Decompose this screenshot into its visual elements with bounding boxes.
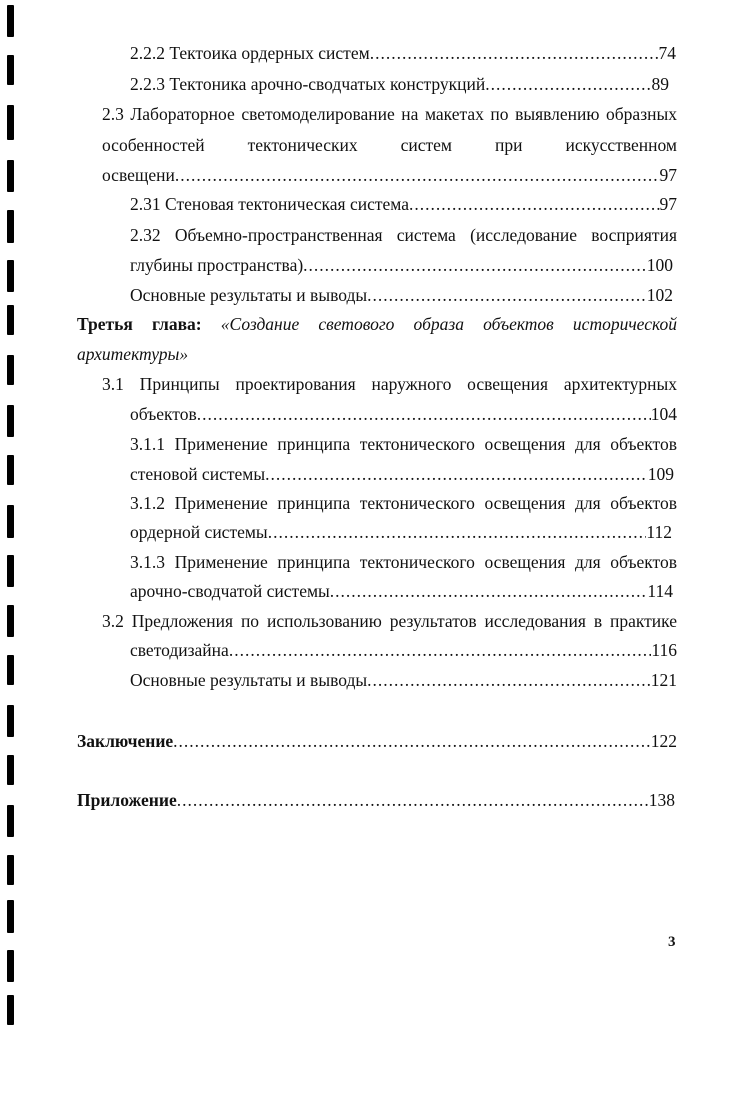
toc-leader-dots [367,670,651,690]
binding-hole-mark [7,105,14,140]
toc-leader-dots [173,731,651,751]
toc-leader-dots [330,581,648,601]
toc-leader-dots [303,255,647,275]
toc-entry-conclusion [77,731,677,751]
toc-entry-3-1-1-line1: 3.1.1 Применение принципа тектонического освещения для объектов [130,434,677,454]
toc-entry-2-2-3 [130,74,669,94]
binding-holes-strip [0,0,20,1100]
binding-hole-mark [7,655,14,685]
binding-hole-mark [7,5,14,37]
binding-hole-mark [7,355,14,385]
toc-entry-label: светодизайна [130,640,229,660]
toc-page-number: 138 [648,790,675,810]
binding-hole-mark [7,55,14,85]
toc-leader-dots [229,640,652,660]
toc-entry-3-2-line1: 3.2 Предложения по использованию результатов исследования в практике [102,611,677,631]
binding-hole-mark [7,455,14,485]
chapter-3-prefix: Третья глава: [77,314,202,334]
page-number: 3 [668,934,676,950]
chapter-3-heading [77,314,677,334]
toc-leader-dots [409,194,659,214]
binding-hole-mark [7,605,14,637]
toc-entry-3-1-line2 [130,404,677,424]
toc-entry-appendix [77,790,675,810]
binding-hole-mark [7,805,14,837]
toc-entry-label: глубины пространства) [130,255,304,275]
toc-entry-label: ордерной системы [130,522,268,542]
toc-leader-dots [175,165,660,185]
toc-page-number: 97 [659,194,677,214]
toc-entry-label: объектов [130,404,197,424]
toc-entry-label: Заключение [77,731,174,751]
binding-hole-mark [7,305,14,335]
toc-entry-3-2-line2 [130,640,677,660]
binding-hole-mark [7,210,14,243]
toc-entry-3-1-3-line1: 3.1.3 Применение принципа тектонического освещения для объектов [130,552,677,572]
toc-entry-3-1-1-line2 [130,464,674,484]
binding-hole-mark [7,160,14,192]
toc-leader-dots [370,43,659,63]
binding-hole-mark [7,405,14,437]
toc-page-number: 74 [658,43,676,63]
binding-hole-mark [7,995,14,1025]
toc-leader-dots [177,790,649,810]
binding-hole-mark [7,260,14,292]
toc-page-number: 116 [651,640,677,660]
toc-page-number: 100 [646,255,673,275]
toc-entry-2-32-line2 [130,255,673,275]
toc-page-number: 114 [647,581,673,601]
toc-entry-label: стеновой системы [130,464,266,484]
toc-entry-2-3-line1: 2.3 Лабораторное светомоделирование на макетах по выявлению образных [102,104,677,124]
toc-page-number: 109 [647,464,674,484]
toc-leader-dots [265,464,648,484]
toc-entry-results-ch3 [130,670,677,690]
toc-entry-3-1-2-line1: 3.1.2 Применение принципа тектонического освещения для объектов [130,493,677,513]
toc-page-number: 121 [650,670,677,690]
toc-entry-label: Основные результаты и выводы [130,670,368,690]
toc-page-number: 112 [646,522,672,542]
toc-entry-2-31 [130,194,677,214]
toc-entry-label: 2.31 Стеновая тектоническая система [130,194,410,214]
toc-page-number: 102 [646,285,673,305]
toc-entry-3-1-2-line2 [130,522,672,542]
chapter-3-title-line1: «Создание светового образа объектов исторической [220,314,678,334]
binding-hole-mark [7,705,14,737]
toc-entry-label: освещени [102,165,175,185]
toc-page-number: 97 [659,165,677,185]
toc-entry-label: 2.2.3 Тектоника арочно-сводчатых конструкций [130,74,486,94]
toc-page-number: 122 [650,731,677,751]
toc-entry-3-1-line1: 3.1 Принципы проектирования наружного освещения архитектурных [102,374,677,394]
toc-page-number: 89 [651,74,669,94]
toc-entry-label: Приложение [77,790,177,810]
toc-leader-dots [485,74,651,94]
chapter-3-title-line2: архитектуры» [77,344,189,364]
toc-entry-label: арочно-сводчатой системы [130,581,330,601]
toc-entry-2-2-2 [130,43,676,63]
toc-entry-label: 2.2.2 Тектоика ордерных систем [130,43,370,63]
toc-page-number: 104 [650,404,677,424]
toc-entry-2-32-line1: 2.32 Объемно-пространственная система (исследование восприятия [130,225,677,245]
toc-entry-3-1-3-line2 [130,581,673,601]
toc-entry-2-3-line2: особенностей тектонических систем при искусственном [102,135,677,155]
binding-hole-mark [7,950,14,982]
toc-leader-dots [367,285,647,305]
binding-hole-mark [7,555,14,587]
binding-hole-mark [7,755,14,785]
toc-entry-results-ch2 [130,285,673,305]
toc-leader-dots [197,404,651,424]
toc-leader-dots [268,522,647,542]
toc-entry-label: Основные результаты и выводы [130,285,368,305]
binding-hole-mark [7,505,14,538]
binding-hole-mark [7,855,14,885]
toc-entry-2-3-line3 [102,165,677,185]
binding-hole-mark [7,900,14,933]
